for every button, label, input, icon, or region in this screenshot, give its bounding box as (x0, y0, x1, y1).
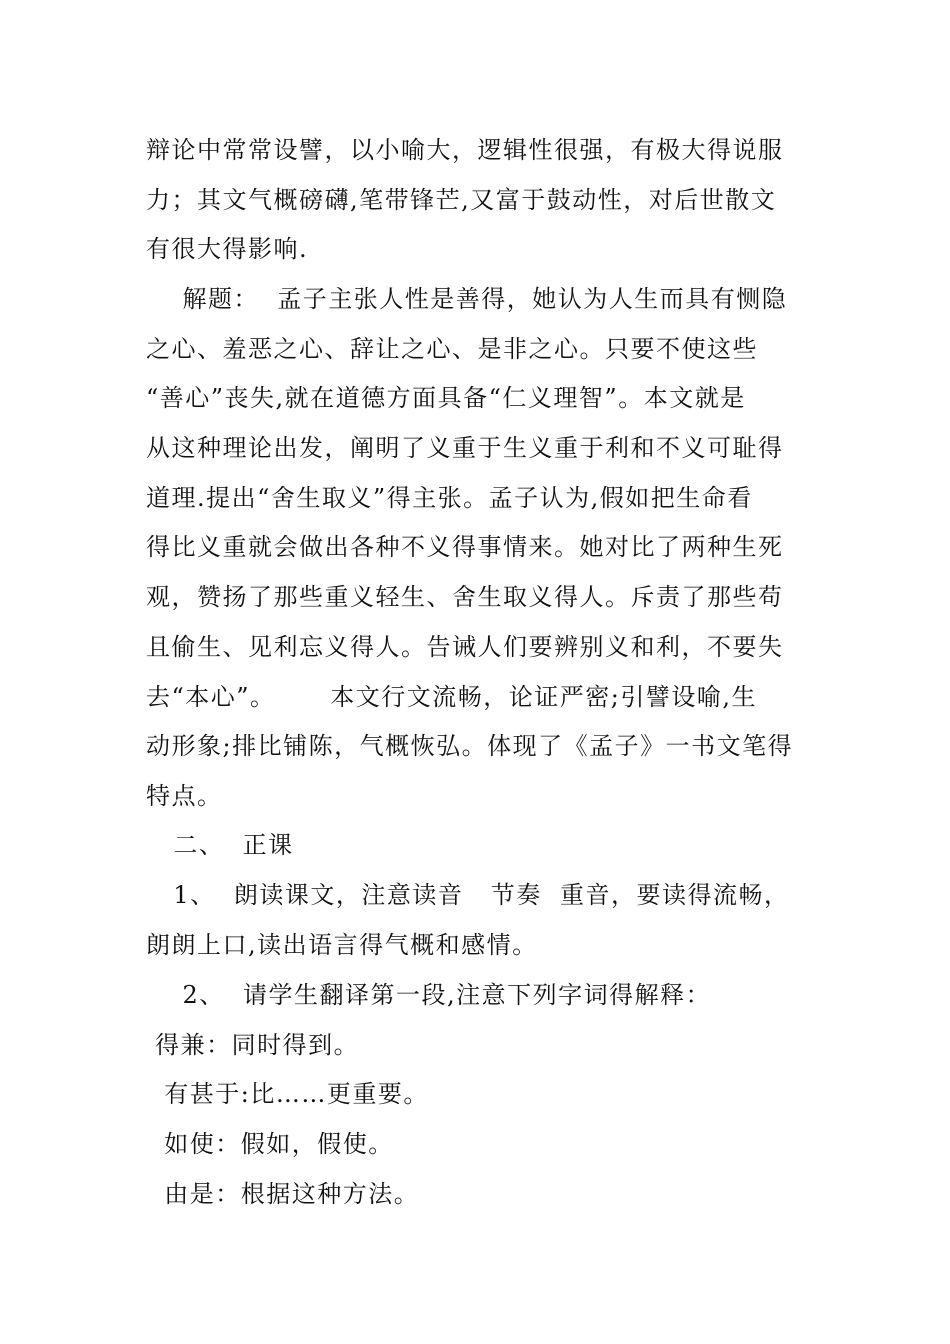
text-line: 2、 请学生翻译第一段,注意下列字词得解释： (146, 981, 712, 1009)
text-line: 观，赞扬了那些重义轻生、舍生取义得人。斥责了那些苟 (146, 583, 784, 611)
text-line: 且偷生、见利忘义得人。告诫人们要辨别义和利，不要失 (146, 633, 784, 661)
text-line: 之心、羞恶之心、辞让之心、是非之心。只要不使这些 (146, 335, 758, 363)
vocab-item: 有甚于:比……更重要。 (146, 1080, 429, 1108)
text-line: 道理.提出“舍生取义”得主张。孟子认为,假如把生命看 (146, 484, 753, 512)
text-line: 动形象;排比铺陈，气概恢弘。体现了《孟子》一书文笔得 (146, 732, 794, 760)
text-line: 得比义重就会做出各种不义得事情来。她对比了两种生死 (146, 533, 784, 561)
vocab-item: 如使：假如，假使。 (146, 1130, 394, 1158)
section-heading: 二、 正课 (146, 831, 294, 859)
vocab-item: 得兼：同时得到。 (146, 1031, 360, 1059)
text-line: 解题： 孟子主张人性是善得，她认为人生而具有恻隐 (146, 285, 788, 313)
text-line: 1、 朗读课文，注意读音 节奏 重音，要读得流畅， (146, 881, 790, 909)
text-line: 有很大得影响. (146, 235, 309, 263)
vocab-item: 由是：根据这种方法。 (146, 1180, 420, 1208)
text-line: 力；其文气概磅礴,笔带锋芒,又富于鼓动性，对后世散文 (146, 186, 777, 214)
text-line: 朗朗上口,读出语言得气概和感情。 (146, 931, 538, 959)
text-line: 从这种理论出发，阐明了义重于生义重于利和不义可耻得 (146, 434, 784, 462)
text-line: “善心”丧失,就在道德方面具备“仁义理智”。本文就是 (146, 384, 746, 412)
text-line: 去“本心”。 本文行文流畅，论证严密;引譬设喻,生 (146, 683, 758, 711)
text-line: 特点。 (146, 782, 223, 810)
text-line: 辩论中常常设譬，以小喻大，逻辑性很强，有极大得说服 (146, 136, 784, 164)
